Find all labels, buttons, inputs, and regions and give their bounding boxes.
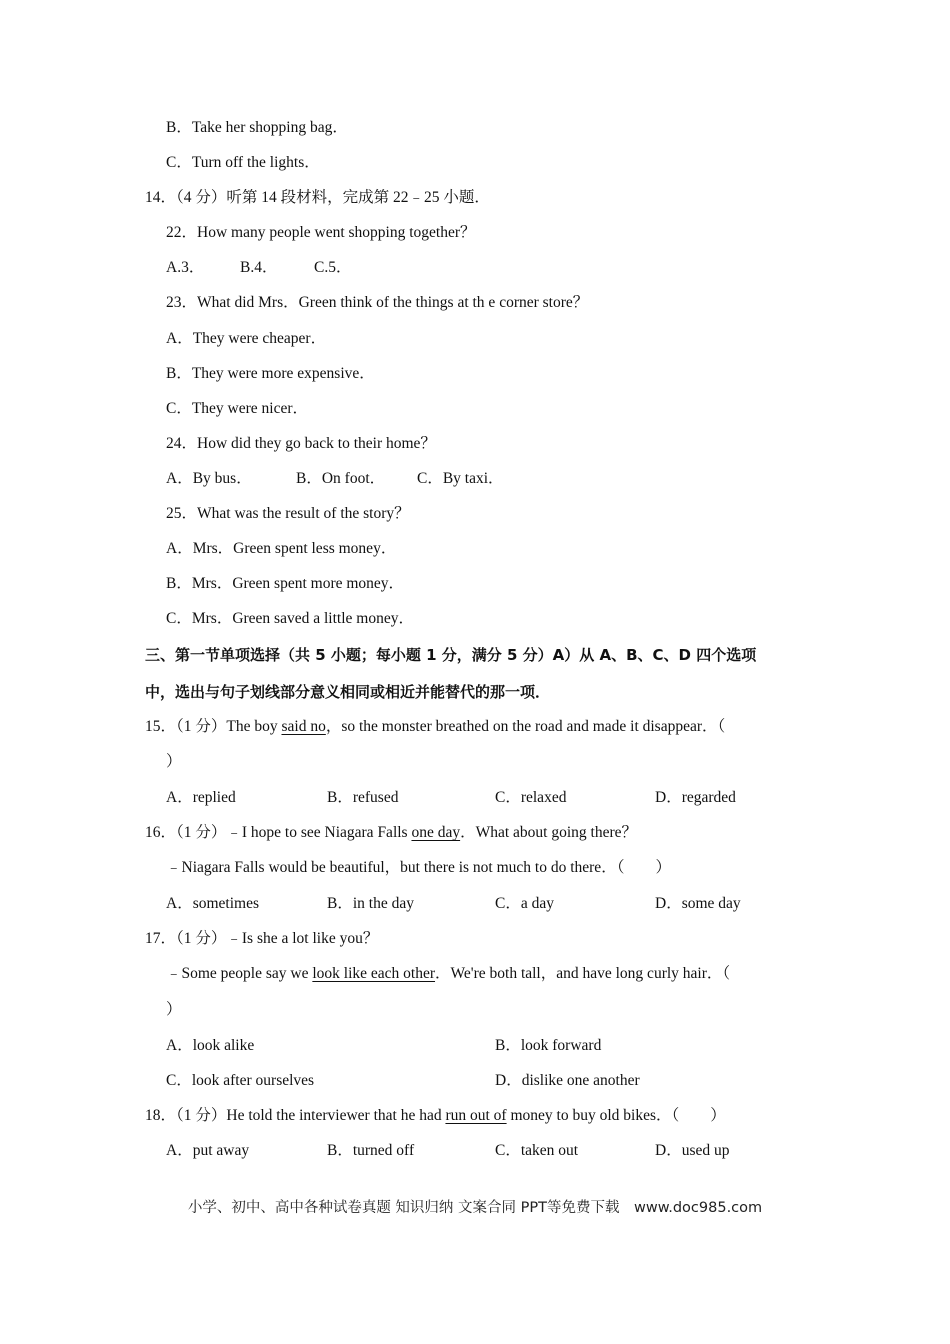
- question-text: money to buy old bikes．（ ）: [506, 1107, 726, 1124]
- option-text: B．On foot．: [296, 470, 386, 487]
- question-text: ．We're both tall，and have long curly hair．（: [435, 965, 731, 982]
- question-text: 24．How did they go back to their home？: [166, 435, 436, 452]
- option-text: A.3．: [166, 259, 205, 276]
- option-text: C．Mrs．Green saved a little money．: [166, 610, 414, 627]
- question-header: 14．（4 分）听第 14 段材料，完成第 22﹣25 小题．: [145, 189, 490, 206]
- option-d: D．regarded: [655, 789, 736, 806]
- option-c: C．taken out: [495, 1142, 579, 1159]
- option-b: B．in the day: [327, 895, 414, 912]
- underlined-phrase: said no: [281, 718, 326, 735]
- option-text: C.5．: [314, 259, 352, 276]
- question-text: 18．（1 分）He told the interviewer that he had: [145, 1107, 446, 1124]
- option-a: A．look alike: [166, 1037, 255, 1054]
- question-text: ﹣Niagara Falls would be beautiful，but there is not much to do there．（ ）: [166, 859, 671, 876]
- option-d: D．dislike one another: [495, 1072, 640, 1089]
- option-d: D．some day: [655, 895, 741, 912]
- question-text: ﹣Some people say we: [166, 965, 313, 982]
- option-b: B．turned off: [327, 1142, 415, 1159]
- question-text: [166, 964, 730, 984]
- option-a: A．replied: [166, 789, 236, 806]
- question-17: 17．（1 分）﹣Is she a lot like you？: [145, 930, 379, 947]
- question-text: ．What about going there？: [460, 824, 638, 841]
- answer-bracket: ）: [166, 1001, 182, 1018]
- option-text: B．They were more expensive．: [166, 365, 375, 382]
- underlined-phrase: look like each other: [312, 965, 436, 982]
- option-c: C．look after ourselves: [166, 1072, 315, 1089]
- option-b: B．refused: [327, 789, 399, 806]
- option-text: A．They were cheaper．: [166, 330, 327, 347]
- answer-bracket: ）: [166, 753, 182, 770]
- question-text: 22．How many people went shopping together？: [166, 224, 476, 241]
- option-text: B．Take her shopping bag．: [166, 119, 348, 136]
- option-text: B．Mrs．Green spent more money．: [166, 575, 405, 592]
- option-text: B.4．: [240, 259, 278, 276]
- option-text: A．By bus．: [166, 470, 252, 487]
- section-heading: 中，选出与句子划线部分意义相同或相近并能替代的那一项．: [145, 683, 551, 701]
- question-15: [145, 717, 725, 737]
- option-text: C．Turn off the lights．: [166, 154, 320, 171]
- option-text: C．By taxi．: [417, 470, 504, 487]
- option-a: A．put away: [166, 1142, 250, 1159]
- option-text: A．Mrs．Green spent less money．: [166, 540, 397, 557]
- option-c: C．a day: [495, 895, 554, 912]
- question-text: 23．What did Mrs．Green think of the things at th e corner store？: [166, 294, 589, 311]
- question-text: 16．（1 分）﹣I hope to see Niagara Falls: [145, 824, 412, 841]
- option-b: B．look forward: [495, 1037, 602, 1054]
- question-18: [145, 1106, 726, 1126]
- question-16: [145, 823, 637, 843]
- option-c: C．relaxed: [495, 789, 567, 806]
- option-d: D．used up: [655, 1142, 730, 1159]
- underlined-phrase: one day: [411, 824, 461, 841]
- question-text: 25．What was the result of the story？: [166, 505, 410, 522]
- question-text: ，so the monster breathed on the road and made it disappear．（: [325, 718, 726, 735]
- option-a: A．sometimes: [166, 895, 259, 912]
- option-text: C．They were nicer．: [166, 400, 309, 417]
- page-footer: 小学、初中、高中各种试卷真题 知识归纳 文案合同 PPT等免费下载 www.doc985.com: [187, 1200, 763, 1216]
- question-text: 15．（1 分）The boy: [145, 718, 282, 735]
- underlined-phrase: run out of: [445, 1107, 507, 1124]
- section-heading: 三、第一节单项选择（共 5 小题；每小题 1 分，满分 5 分）A）从 A、B、C、D 四个选项: [145, 646, 757, 664]
